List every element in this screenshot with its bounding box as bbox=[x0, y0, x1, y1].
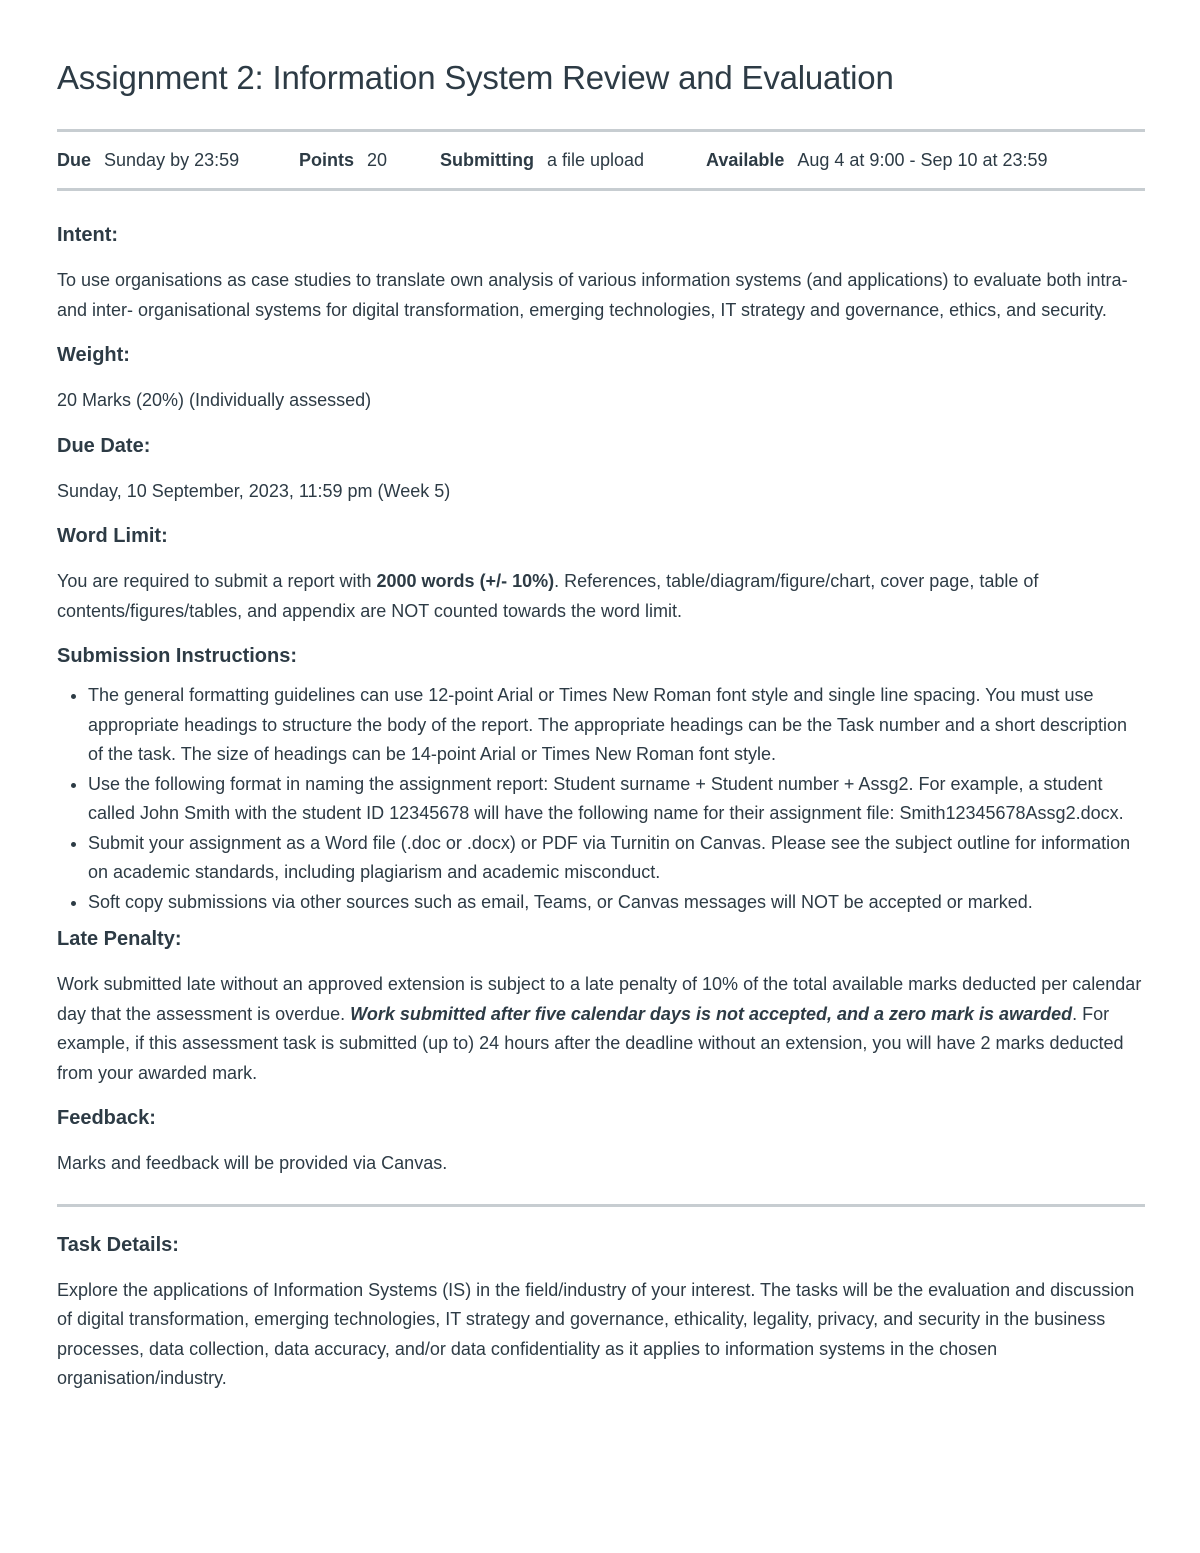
feedback-heading: Feedback: bbox=[57, 1107, 156, 1129]
submitting-value: a file upload bbox=[546, 149, 645, 170]
weight-text: 20 Marks (20%) (Individually assessed) bbox=[57, 390, 372, 410]
late-penalty-heading: Late Penalty: bbox=[57, 928, 182, 950]
assignment-description bbox=[57, 222, 1145, 1394]
page-title: Assignment 2: Information System Review and Evaluation bbox=[57, 59, 894, 96]
weight-heading: Weight: bbox=[57, 344, 130, 366]
points-label: Points bbox=[299, 149, 355, 170]
submission-list bbox=[57, 681, 1145, 917]
word-limit-text bbox=[57, 567, 1145, 626]
late-penalty-text-prefix: Work submitted late without an approved extension is subject to a late penalty of 10% of the total available marks deducted per calendar day that the assessment is overdue. bbox=[57, 974, 1142, 1024]
submitting-label: Submitting bbox=[440, 149, 534, 170]
section-divider bbox=[57, 1204, 1145, 1207]
due-value: Sunday by 23:59 bbox=[104, 149, 240, 170]
late-penalty-emphasis: Work submitted after five calendar days is not accepted, and a zero mark is awarded bbox=[350, 1003, 1073, 1024]
list-item: • The general formatting guidelines can use 12-point Arial or Times New Roman font style and single line spacing. You must use appropriate headings to structure the body of the report. The appropriate headings can be the Task number and a short description of the task. The size of headings can be 14-point Arial or Times New Roman font style. bbox=[88, 681, 1145, 770]
intent-text: To use organisations as case studies to translate own analysis of various information systems (and applications) to evaluate both intra- and inter- organisational systems for digital transformation, emerging technologies, IT strategy and governance, ethics, and security. bbox=[57, 270, 1128, 320]
meta-submitting bbox=[440, 150, 706, 171]
list-item: • Soft copy submissions via other sources such as email, Teams, or Canvas messages will NOT be accepted or marked. bbox=[88, 888, 1145, 918]
submission-heading: Submission Instructions: bbox=[57, 645, 298, 667]
list-item: • Use the following format in naming the assignment report: Student surname + Student number + Assg2. For example, a student called John Smith with the student ID 12345678 will have the following name for their assignment file: Smith12345678Assg2.docx. bbox=[88, 770, 1145, 829]
task-details-text: Explore the applications of Information Systems (IS) in the field/industry of your interest. The tasks will be the evaluation and discussion of digital transformation, emerging technologies, IT strategy and governance, ethicality, legality, privacy, and security in the business processes, data collection, data accuracy, and/or data confidentiality as it applies to information systems in the chosen organisation/industry. bbox=[57, 1279, 1135, 1388]
meta-due bbox=[57, 150, 299, 171]
word-limit-heading: Word Limit: bbox=[57, 525, 168, 547]
list-item: • Submit your assignment as a Word file (.doc or .docx) or PDF via Turnitin on Canvas. Please see the subject outline for information on academic standards, including plagiarism and academic misconduct. bbox=[88, 829, 1145, 888]
meta-points bbox=[299, 150, 440, 171]
late-penalty-text-suffix: . For example, if this assessment task is submitted (up to) 24 hours after the deadline without an extension, you will have 2 marks deducted from your awarded mark. bbox=[57, 1003, 1124, 1083]
feedback-text: Marks and feedback will be provided via Canvas. bbox=[57, 1153, 448, 1173]
available-label: Available bbox=[706, 149, 785, 170]
word-limit-text-prefix: You are required to submit a report with bbox=[57, 571, 377, 591]
assignment-meta-bar bbox=[57, 129, 1145, 191]
due-date-heading: Due Date: bbox=[57, 434, 151, 457]
task-details-heading: Task Details: bbox=[57, 1233, 179, 1256]
due-label: Due bbox=[57, 149, 92, 170]
late-penalty-text bbox=[57, 970, 1145, 1088]
meta-available bbox=[706, 150, 1048, 171]
available-value: Aug 4 at 9:00 - Sep 10 at 23:59 bbox=[797, 149, 1048, 170]
due-date-text: Sunday, 10 September, 2023, 11:59 pm (Week 5) bbox=[57, 480, 451, 501]
word-limit-text-suffix: . References, table/diagram/figure/chart, cover page, table of contents/figures/tables, and appendix are NOT counted towards the word limit. bbox=[57, 571, 1039, 621]
intent-heading: Intent: bbox=[57, 224, 119, 246]
word-limit-bold: 2000 words (+/- 10%) bbox=[376, 571, 555, 591]
points-value: 20 bbox=[367, 149, 388, 170]
